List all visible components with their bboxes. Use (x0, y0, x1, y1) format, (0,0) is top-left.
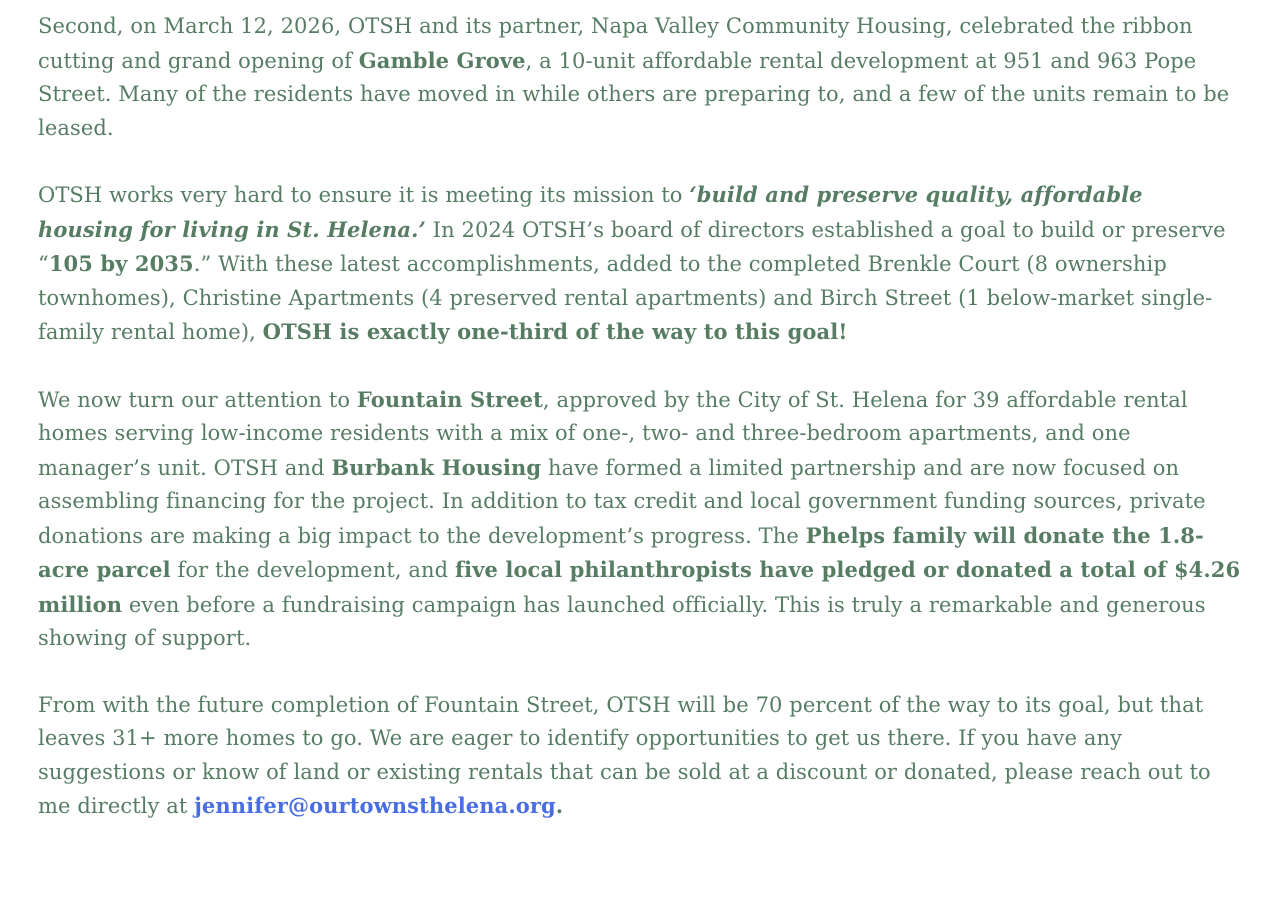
text-segment: OTSH works very hard to ensure it is meeting its mission to (38, 183, 690, 207)
text-segment: ‘build and preserve quality, affordable housing for living in St. Helena.’ (38, 182, 1143, 242)
email-link[interactable]: jennifer@ourtownsthelena.org (194, 793, 556, 818)
text-segment: . (555, 793, 564, 818)
text-segment: Fountain Street (356, 386, 543, 412)
text-segment: From with the future completion of Fountain Street, OTSH will be 70 percent of the way to its goal, but that leaves 31+ more homes to go. We are eager to identify opportunities to get us there. If you have any suggestions or know of land or existing rentals that can be sold at a discount or donated, please reach out to me directly at (38, 692, 1211, 818)
text-segment: 105 by 2035 (48, 251, 194, 276)
text-segment: , a 10-unit affordable rental development at 951 and 963 Pope Street. Many of the residents have moved in while others are preparing to, and a few of the units remain to be leased. (38, 48, 1230, 140)
text-segment: We now turn our attention to (38, 387, 357, 412)
text-segment: for the development, and (170, 558, 455, 582)
text-segment: .” With these latest accomplishments, added to the completed Brenkle Court (8 ownership townhomes), Christine Apartments (4 preserved rental apartments) and Birch Street (1 below-market single-family rental home), (38, 252, 1213, 344)
text-segment: Gamble Grove (358, 47, 526, 73)
paragraph (38, 383, 1242, 656)
paragraph (38, 689, 1242, 824)
text-segment: Burbank Housing (331, 454, 542, 480)
text-segment: even before a fundraising campaign has launched officially. This is truly a remarkable and generous showing of support. (38, 592, 1206, 650)
text-segment: have formed a limited partnership and are now focused on assembling financing for the project. In addition to tax credit and local government funding sources, private donations are making a big impact to the development’s progress. The (38, 455, 1206, 548)
paragraph (38, 178, 1242, 350)
text-segment: Second, on March 12, 2026, OTSH and its partner, Napa Valley Community Housing, celebrated the ribbon cutting and grand opening of (38, 14, 1193, 73)
text-segment: In 2024 OTSH’s board of directors established a goal to build or preserve “ (38, 217, 1226, 276)
text-segment: OTSH is exactly one-third of the way to this goal! (262, 319, 848, 344)
text-segment: five local philanthropists have pledged or donated a total of $4.26 million (38, 557, 1241, 617)
paragraph (38, 10, 1242, 145)
text-segment: Phelps family will donate the 1.8-acre parcel (38, 522, 1204, 582)
text-segment: , approved by the City of St. Helena for 39 affordable rental homes serving low-income residents with a mix of one-, two- and three-bedroom apartments, and one manager’s unit. OTSH and (38, 387, 1188, 480)
